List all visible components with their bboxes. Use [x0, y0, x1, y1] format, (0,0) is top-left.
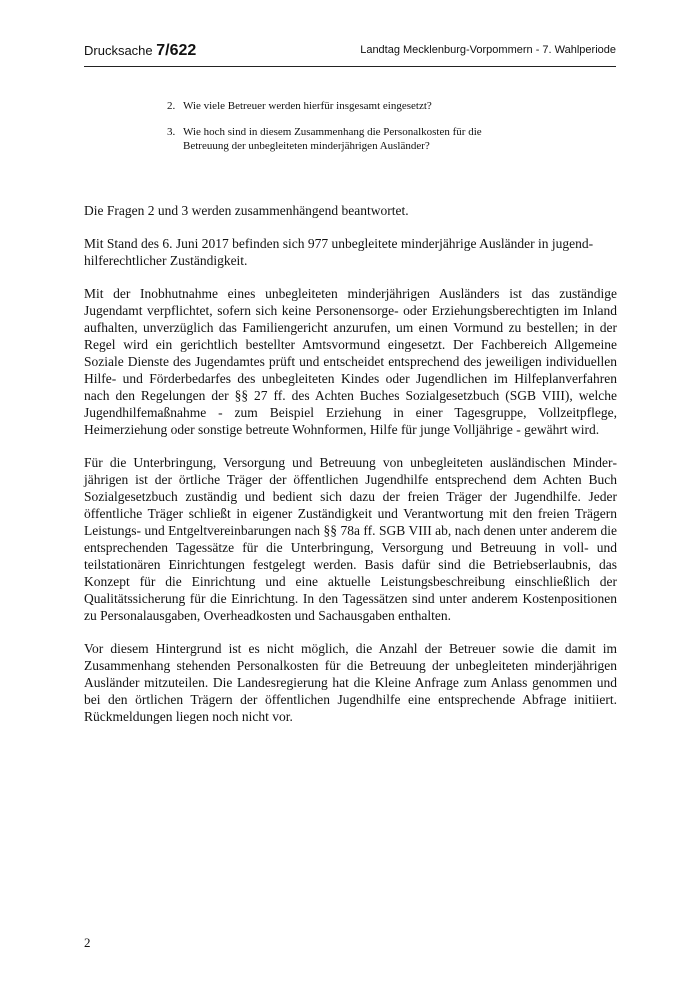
paragraph: Die Fragen 2 und 3 werden zusammenhängend beantwortet.	[84, 203, 409, 218]
parliament-label: Landtag Mecklenburg-Vorpommern - 7. Wahlperiode	[360, 44, 616, 56]
question-text: Wie hoch sind in diesem Zusammenhang die Personalkosten für die Betreuung der unbegleiteten minderjährigen Ausländer?	[183, 126, 482, 152]
question-text: Wie viele Betreuer werden hierfür insgesamt eingesetzt?	[183, 100, 432, 112]
document-number: 7/622	[156, 42, 197, 59]
paragraph: Für die Unterbringung, Versorgung und Betreuung von unbegleiteten ausländischen Minderjährigen ist der örtliche Träger der öffentlichen Jugendhilfe entsprechend dem Achten Buch Sozialgesetzbuch zuständig und bedient sich dazu der freien Träger der Jugendhilfe. Jeder öffentliche Träger schließt in eigener Zuständigkeit und Verantwortung mit den freien Trägern Leistungs- und Entgeltvereinbarungen nach §§ 78a ff. SGB VIII ab, nach denen unter anderem die entsprechenden Tagessätze für die Unterbringung, Versorgung und Betreuung in voll- und teilstationären Einrichtungen festgelegt werden. Basis dafür sind die Betriebserlaubnis, das Konzept für die Einrichtung und eine aktuelle Leistungsbeschreibung einschließlich der Qualitätssicherung für die Einrichtung. In den Tagessätzen sind unter anderem Kostenpositionen zu Personalausgaben, Overheadkosten und Sachausgaben enthalten.	[84, 455, 617, 623]
page-number: 2	[84, 935, 91, 950]
paragraph: Mit der Inobhutnahme eines unbegleiteten minderjährigen Ausländers ist das zuständige Jugendamt verpflichtet, sofern sich keine Personensorge- oder Erziehungsberechtigten im Inland aufhalten, unverzüglich das Familiengericht anzurufen, um einen Vormund zu bestellen; in der Regel wird ein gerichtlich bestellter Amtsvormund eingesetzt. Der Fachbereich Allgemeine Soziale Dienste des Jugendamtes prüft und entscheidet entsprechend des jeweiligen individuellen Hilfe- und Förderbedarfes des unbegleiteten Kindes oder Jugendlichen im Hilfeplanverfahren nach den Regelungen der §§ 27 ff. des Achten Buches Sozialgesetzbuch (SGB VIII), welche Jugendhilfemaßnahme - zum Beispiel Erziehung in einer Tagesgruppe, Vollzeitpflege, Heimerziehung oder sonstige betreute Wohnformen, Hilfe für junge Volljährige - gewährt wird.	[84, 286, 617, 437]
question-number: 3.	[167, 126, 176, 138]
answer-body	[84, 202, 617, 741]
question-item	[167, 125, 527, 153]
document-label: Drucksache	[84, 43, 153, 58]
page-header	[84, 42, 616, 67]
question-number: 2.	[167, 100, 176, 112]
document-id	[84, 42, 196, 60]
question-item	[167, 99, 527, 113]
question-list	[167, 99, 527, 165]
paragraph: Mit Stand des 6. Juni 2017 befinden sich 977 unbegleitete minderjährige Ausländer in jugendhilferechtlicher Zuständigkeit.	[84, 236, 594, 268]
paragraph: Vor diesem Hintergrund ist es nicht möglich, die Anzahl der Betreuer sowie die damit im Zusammenhang stehenden Personalkosten für die Betreuung der unbegleiteten minderjährigen Ausländer mitzuteilen. Die Landesregierung hat die Kleine Anfrage zum Anlass genommen und bei den örtlichen Trägern der öffentlichen Jugendhilfe eine entsprechende Abfrage initiiert. Rückmeldungen liegen noch nicht vor.	[84, 641, 617, 724]
